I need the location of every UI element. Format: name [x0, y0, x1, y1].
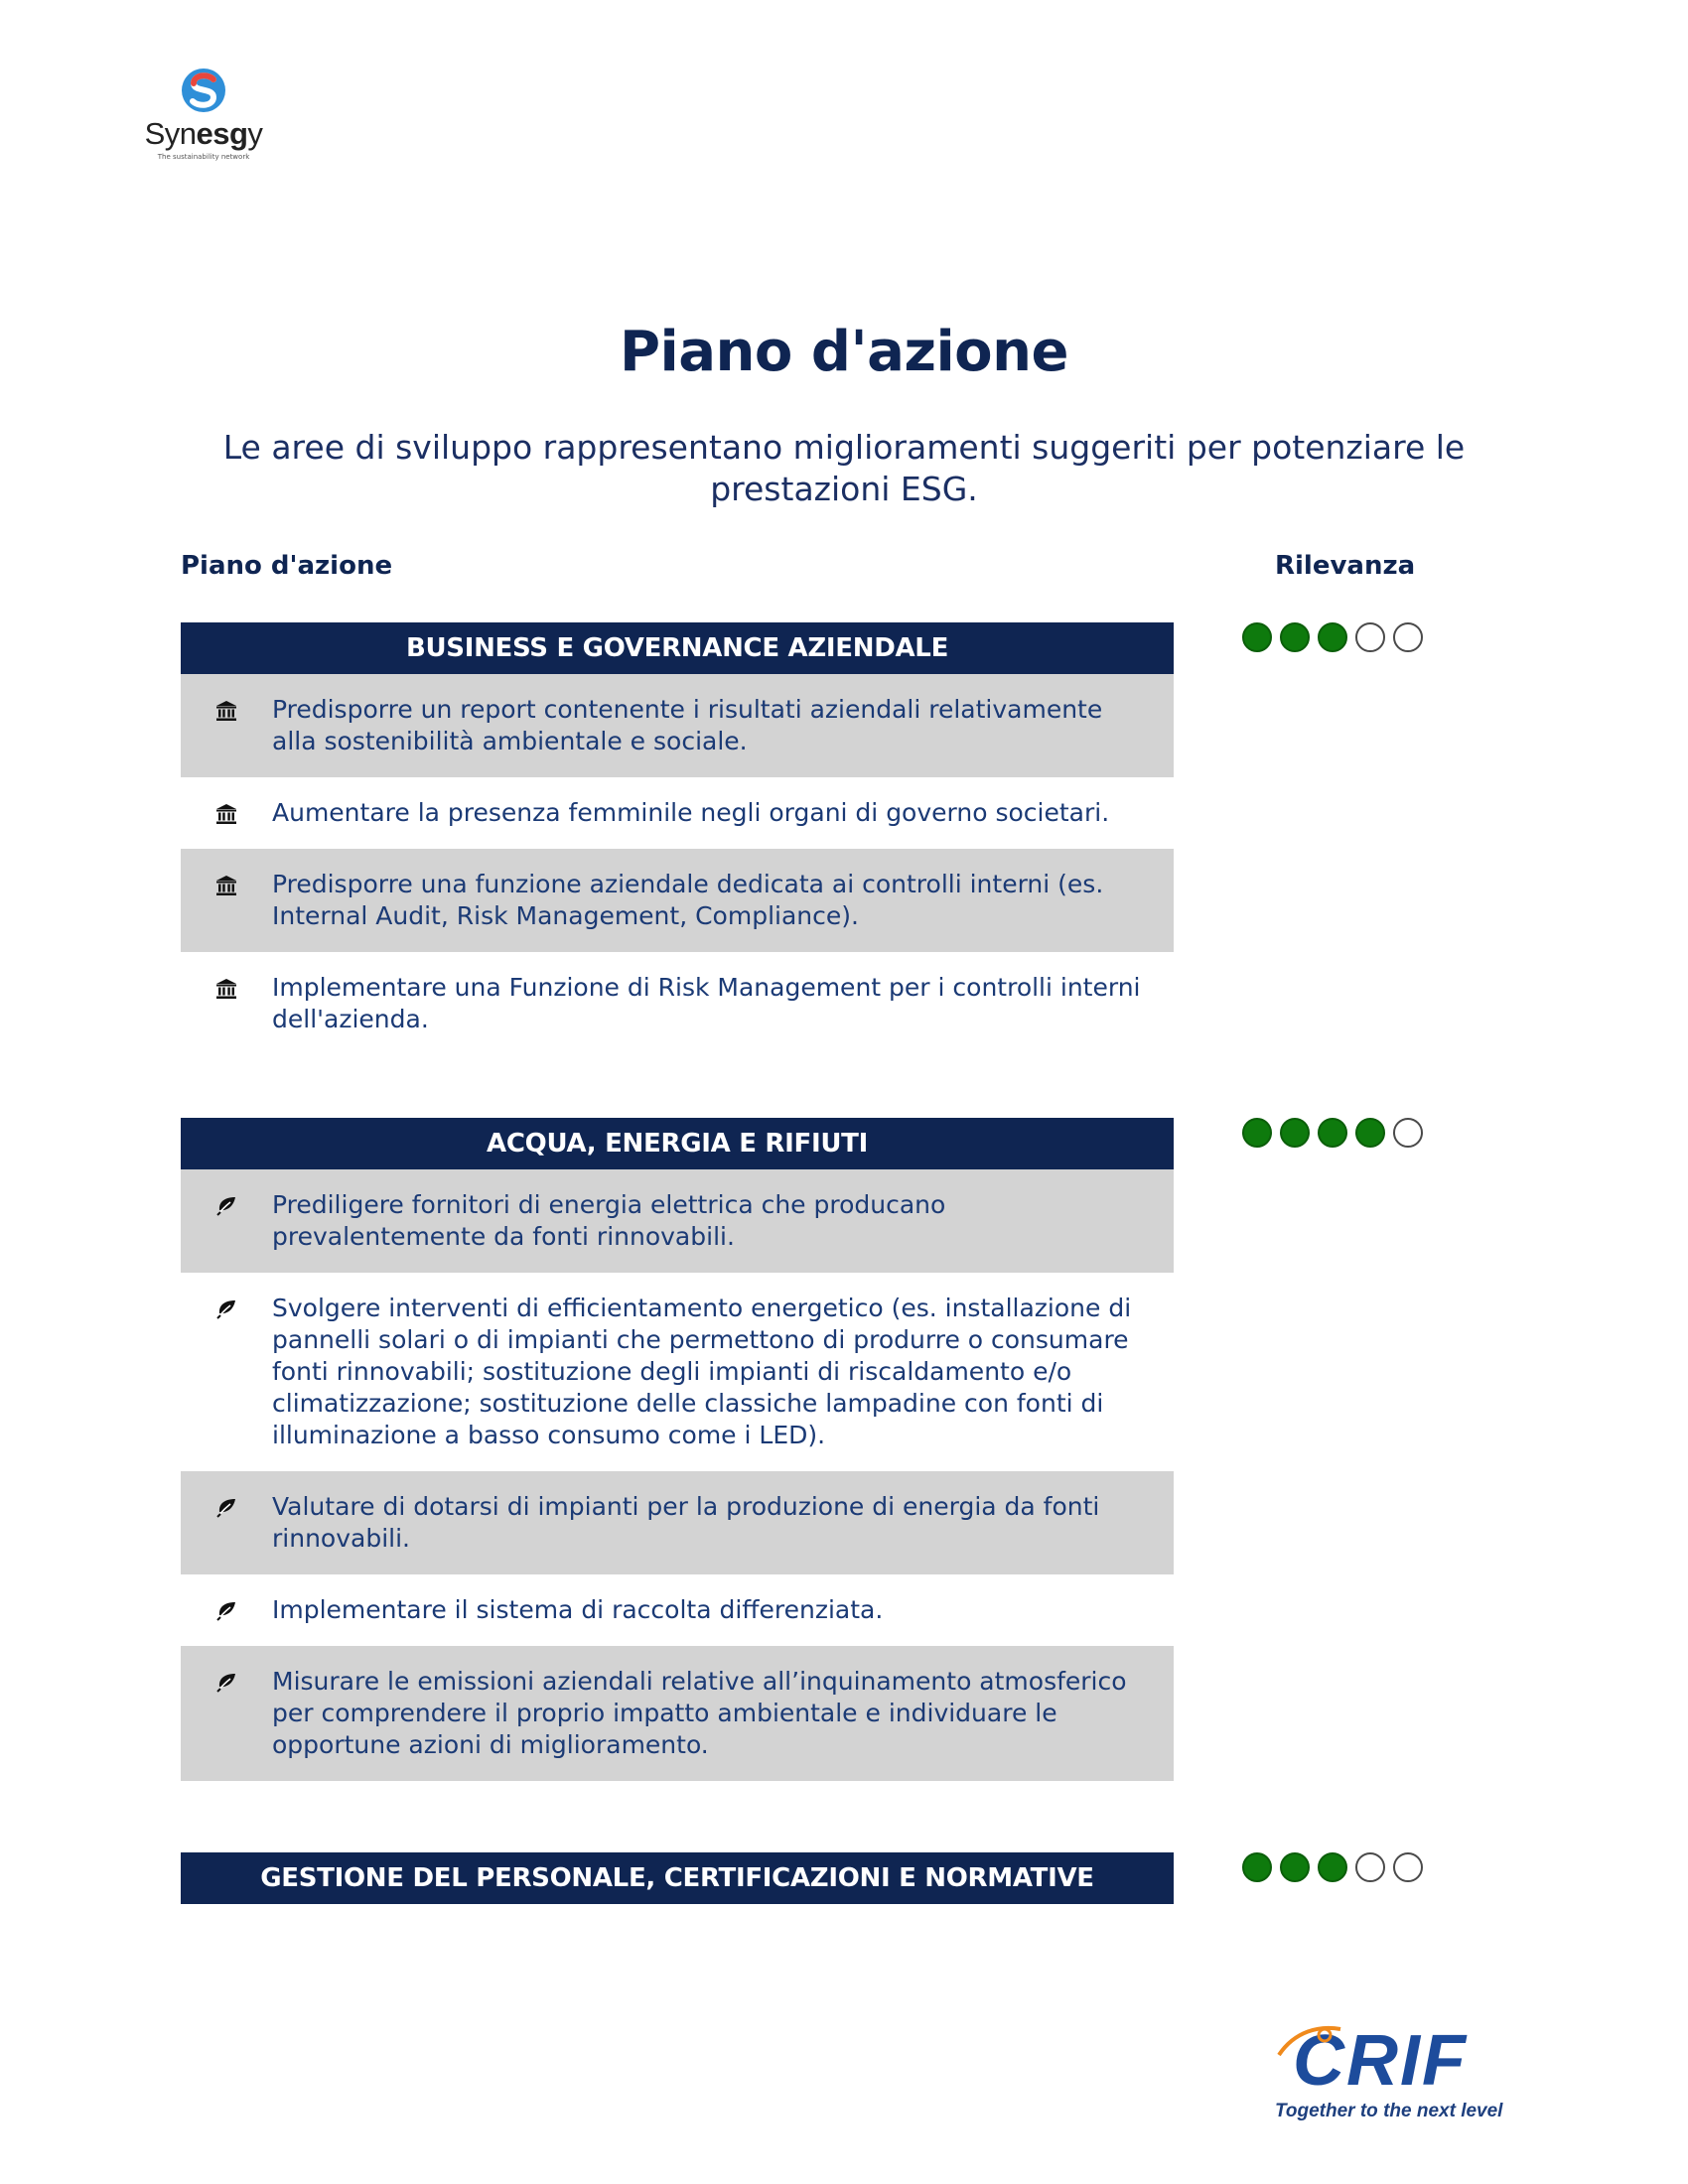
section-1	[181, 622, 1174, 1055]
rating-dot-filled	[1318, 1118, 1347, 1148]
rating-dot-filled	[1280, 622, 1310, 652]
action-item-text: Svolgere interventi di efficientamento energetico (es. installazione di pannelli solari o di impianti che permettono di produrre o consumare fonti rinnovabili; sostituzione degli impianti di riscaldamento e/o climatizzazione; sostituzione delle classiche lampadine con fonti di illuminazione a basso consumo come i LED).	[272, 1294, 1132, 1449]
page-title: Piano d'azione	[620, 320, 1068, 384]
synesgy-s-icon	[181, 66, 226, 115]
rating-dot-filled	[1318, 1852, 1347, 1882]
rating-dot-filled	[1355, 1118, 1385, 1148]
crif-logo	[1275, 2021, 1543, 2122]
synesgy-logo	[139, 66, 268, 161]
column-header-relevance: Rilevanza	[1275, 551, 1416, 581]
logo-tagline: The sustainability network	[157, 153, 250, 161]
action-item-text: Prediligere fornitori di energia elettrica che producano prevalentemente da fonti rinnovabili.	[272, 1190, 946, 1251]
rating-dot-empty	[1355, 622, 1385, 652]
crif-wordmark: CRIF	[1293, 2021, 1468, 2101]
bank-icon	[181, 694, 272, 722]
relevance-rating	[1242, 1852, 1423, 1882]
action-item-text: Implementare il sistema di raccolta differenziata.	[272, 1595, 884, 1624]
page-subtitle: Le aree di sviluppo rappresentano miglioramenti suggeriti per potenziare le prestazioni ESG.	[222, 428, 1466, 508]
rating-dot-filled	[1242, 622, 1272, 652]
action-item	[181, 1273, 1174, 1471]
rating-dot-filled	[1280, 1852, 1310, 1882]
section-header: BUSINESS E GOVERNANCE AZIENDALE	[181, 622, 1174, 674]
rating-dot-filled	[1242, 1118, 1272, 1148]
leaf-icon	[181, 1666, 272, 1694]
bank-icon	[181, 797, 272, 825]
action-item-text: Valutare di dotarsi di impianti per la produzione di energia da fonti rinnovabili.	[272, 1492, 1100, 1553]
rating-dot-empty	[1393, 1852, 1423, 1882]
leaf-icon	[181, 1293, 272, 1320]
bank-icon	[181, 869, 272, 896]
rating-dot-filled	[1280, 1118, 1310, 1148]
crif-swoosh-icon	[1275, 2021, 1344, 2061]
column-header-action-plan: Piano d'azione	[181, 551, 393, 581]
action-item	[181, 1471, 1174, 1574]
action-item	[181, 777, 1174, 849]
section-3	[181, 1852, 1174, 1904]
leaf-icon	[181, 1594, 272, 1622]
rating-dot-empty	[1393, 1118, 1423, 1148]
rating-dot-filled	[1242, 1852, 1272, 1882]
action-item-text: Aumentare la presenza femminile negli organi di governo societari.	[272, 798, 1110, 827]
action-item-text: Misurare le emissioni aziendali relative all’inquinamento atmosferico per comprendere il proprio impatto ambientale e individuare le opportune azioni di miglioramento.	[272, 1667, 1127, 1759]
logo-wordmark: Synesgy	[144, 116, 263, 151]
action-item-text: Predisporre una funzione aziendale dedicata ai controlli interni (es. Internal Audit, Risk Management, Compliance).	[272, 870, 1104, 930]
action-item	[181, 952, 1174, 1055]
section-header: ACQUA, ENERGIA E RIFIUTI	[181, 1118, 1174, 1169]
relevance-rating	[1242, 1118, 1423, 1148]
action-item-text: Implementare una Funzione di Risk Management per i controlli interni dell'azienda.	[272, 973, 1141, 1033]
action-item	[181, 849, 1174, 952]
relevance-rating	[1242, 622, 1423, 652]
action-item	[181, 1646, 1174, 1781]
action-item	[181, 674, 1174, 777]
bank-icon	[181, 972, 272, 1000]
leaf-icon	[181, 1189, 272, 1217]
crif-tagline: Together to the next level	[1275, 2101, 1503, 2121]
rating-dot-filled	[1318, 622, 1347, 652]
rating-dot-empty	[1355, 1852, 1385, 1882]
action-item-text: Predisporre un report contenente i risultati aziendali relativamente alla sostenibilità ambientale e sociale.	[272, 695, 1103, 755]
section-2	[181, 1118, 1174, 1781]
section-header: GESTIONE DEL PERSONALE, CERTIFICAZIONI E NORMATIVE	[181, 1852, 1174, 1904]
action-item	[181, 1574, 1174, 1646]
leaf-icon	[181, 1491, 272, 1519]
action-item	[181, 1169, 1174, 1273]
rating-dot-empty	[1393, 622, 1423, 652]
